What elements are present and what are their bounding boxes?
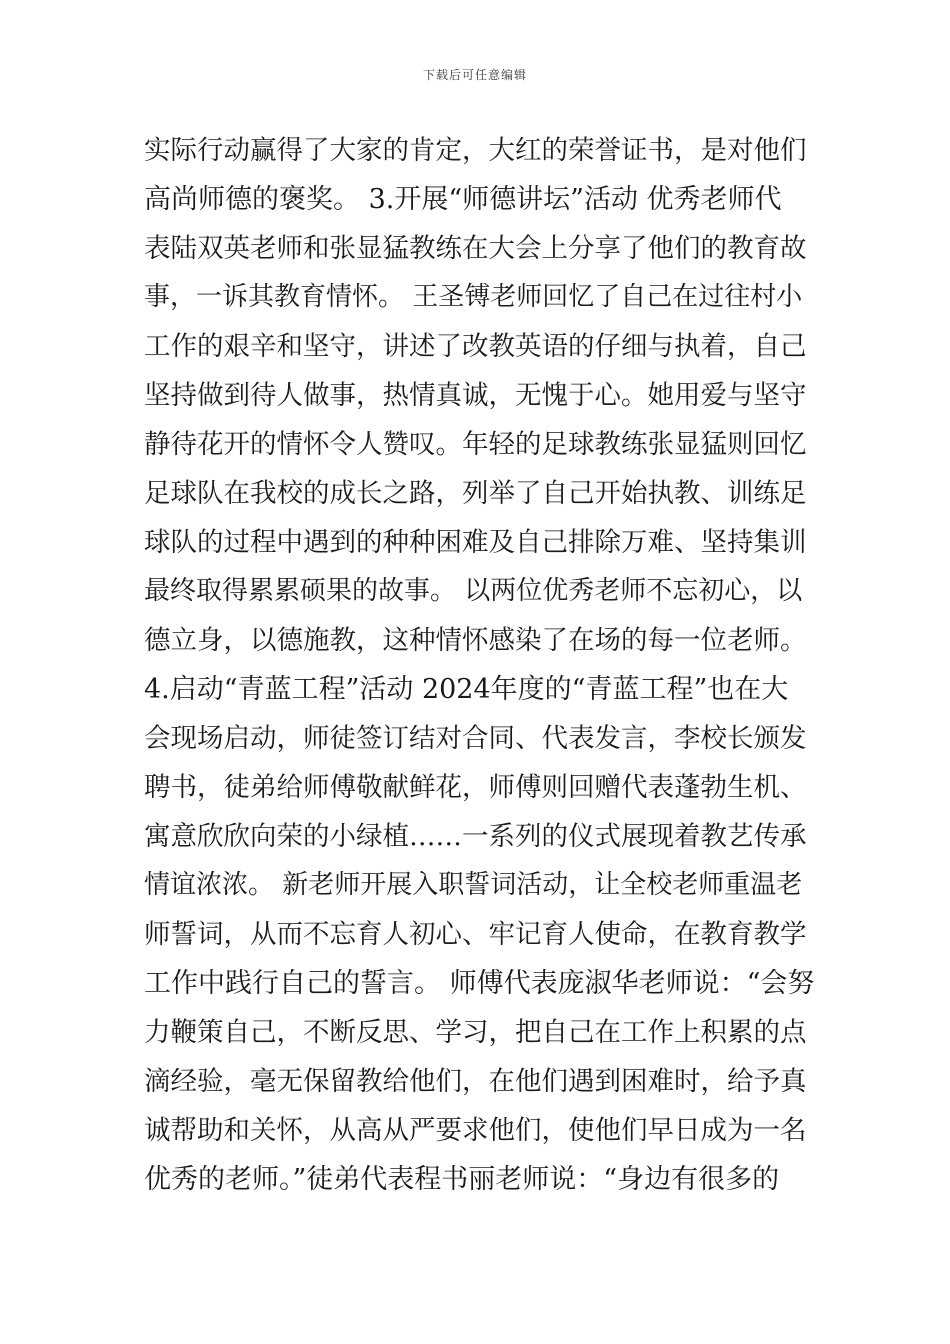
text-line: 德立身，以德施教，这种情怀感染了在场的每一位老师。 [144, 625, 807, 656]
text-line: 坚持做到待人做事，热情真诚，无愧于心。她用爱与坚守 [144, 380, 807, 411]
text-line: 聘书，徒弟给师傅敬献鲜花，师傅则回赠代表蓬勃生机、 [144, 772, 807, 803]
text-line: 工作中践行自己的誓言。 师傅代表庞淑华老师说：“会努 [144, 968, 815, 999]
document-body [144, 126, 814, 1204]
text-line: 优秀的老师。”徒弟代表程书丽老师说：“身边有很多的 [144, 1164, 780, 1195]
text-line: 寓意欣欣向荣的小绿植……一系列的仪式展现着教艺传承 [144, 821, 807, 852]
text-line: 力鞭策自己，不断反思、学习，把自己在工作上积累的点 [144, 1017, 807, 1048]
text-line: 会现场启动，师徒签订结对合同、代表发言，李校长颁发 [144, 723, 807, 754]
text-line: 师誓词，从而不忘育人初心、牢记育人使命，在教育教学 [144, 919, 807, 950]
text-line: 事，一诉其教育情怀。 王圣镈老师回忆了自己在过往村小 [144, 282, 803, 312]
text-line: 4.启动“青蓝工程”活动 2024年度的“青蓝工程”也在大 [144, 674, 789, 705]
text-line: 静待花开的情怀令人赞叹。年轻的足球教练张显猛则回忆 [144, 429, 807, 460]
text-line: 最终取得累累硕果的故事。 以两位优秀老师不忘初心，以 [144, 576, 803, 606]
text-line: 实际行动赢得了大家的肯定，大红的荣誉证书，是对他们 [144, 135, 807, 166]
text-line: 诚帮助和关怀，从高从严要求他们，使他们早日成为一名 [144, 1115, 807, 1146]
text-line: 球队的过程中遇到的种种困难及自己排除万难、坚持集训 [144, 527, 807, 558]
text-line: 高尚师德的褒奖。 3.开展“师德讲坛”活动 优秀老师代 [144, 184, 782, 215]
text-line: 表陆双英老师和张显猛教练在大会上分享了他们的教育故 [144, 233, 807, 264]
page-header: 下载后可任意编辑 [422, 68, 527, 82]
text-line: 足球队在我校的成长之路，列举了自己开始执教、训练足 [144, 478, 807, 509]
text-line: 滴经验，毫无保留教给他们，在他们遇到困难时，给予真 [144, 1066, 807, 1097]
text-line: 工作的艰辛和坚守，讲述了改教英语的仔细与执着，自己 [144, 331, 807, 362]
text-line: 情谊浓浓。 新老师开展入职誓词活动，让全校老师重温老 [144, 870, 803, 900]
